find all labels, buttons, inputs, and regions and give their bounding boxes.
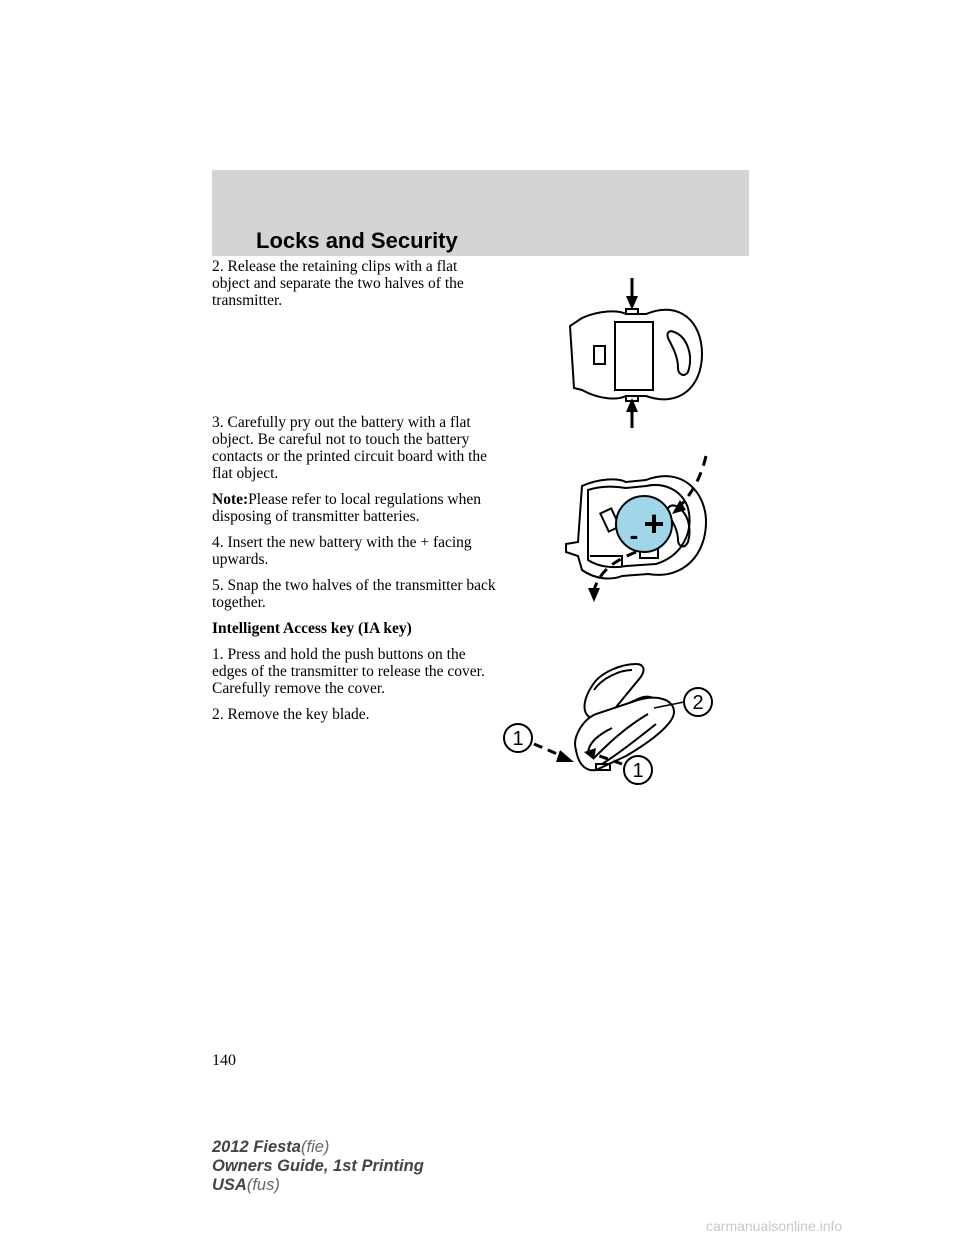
page-number: 140 <box>212 1052 236 1069</box>
body-text-column <box>212 258 497 732</box>
section-header-band <box>212 170 749 256</box>
footer-market-line <box>212 1176 424 1195</box>
note-label: Note: <box>212 491 249 508</box>
step-5-text: 5. Snap the two halves of the transmitter back together. <box>212 577 496 611</box>
footer-model: 2012 Fiesta <box>212 1138 301 1156</box>
ia-step-1-text: 1. Press and hold the push buttons on the edges of the transmitter to release the cover. Carefully remove the cover. <box>212 646 485 697</box>
step-3-text: 3. Carefully pry out the battery with a flat object. Be careful not to touch the battery contacts or the printed circuit board with the flat object. <box>212 414 488 482</box>
watermark: carmanualsonline.info <box>706 1218 843 1234</box>
callout-1-upper-button: 1 <box>512 728 524 750</box>
battery-minus-label: - <box>629 520 639 550</box>
document-footer <box>212 1138 424 1195</box>
ia-key-cover-figure <box>500 658 750 792</box>
callout-1-lower-button: 1 <box>632 760 644 782</box>
battery-plus-label: + <box>643 503 665 544</box>
battery-removal-figure <box>560 452 720 604</box>
footer-guide-line: Owners Guide, 1st Printing <box>212 1157 424 1175</box>
footer-market-code: (fus) <box>246 1176 280 1194</box>
step-2-text: 2. Release the retaining clips with a flat object and separate the two halves of the transmitter. <box>212 258 464 309</box>
ia-key-heading: Intelligent Access key (IA key) <box>212 620 412 637</box>
footer-market: USA <box>212 1176 247 1194</box>
callout-2-cover: 2 <box>692 692 704 714</box>
section-title: Locks and Security <box>256 228 458 253</box>
note-paragraph <box>212 491 497 525</box>
footer-model-code: (fie) <box>300 1138 330 1156</box>
step-4-text: 4. Insert the new battery with the + facing upwards. <box>212 534 472 568</box>
footer-model-line <box>212 1138 424 1157</box>
transmitter-clips-figure <box>560 278 710 430</box>
ia-step-2-text: 2. Remove the key blade. <box>212 706 370 723</box>
note-text: Please refer to local regulations when disposing of transmitter batteries. <box>212 491 481 525</box>
